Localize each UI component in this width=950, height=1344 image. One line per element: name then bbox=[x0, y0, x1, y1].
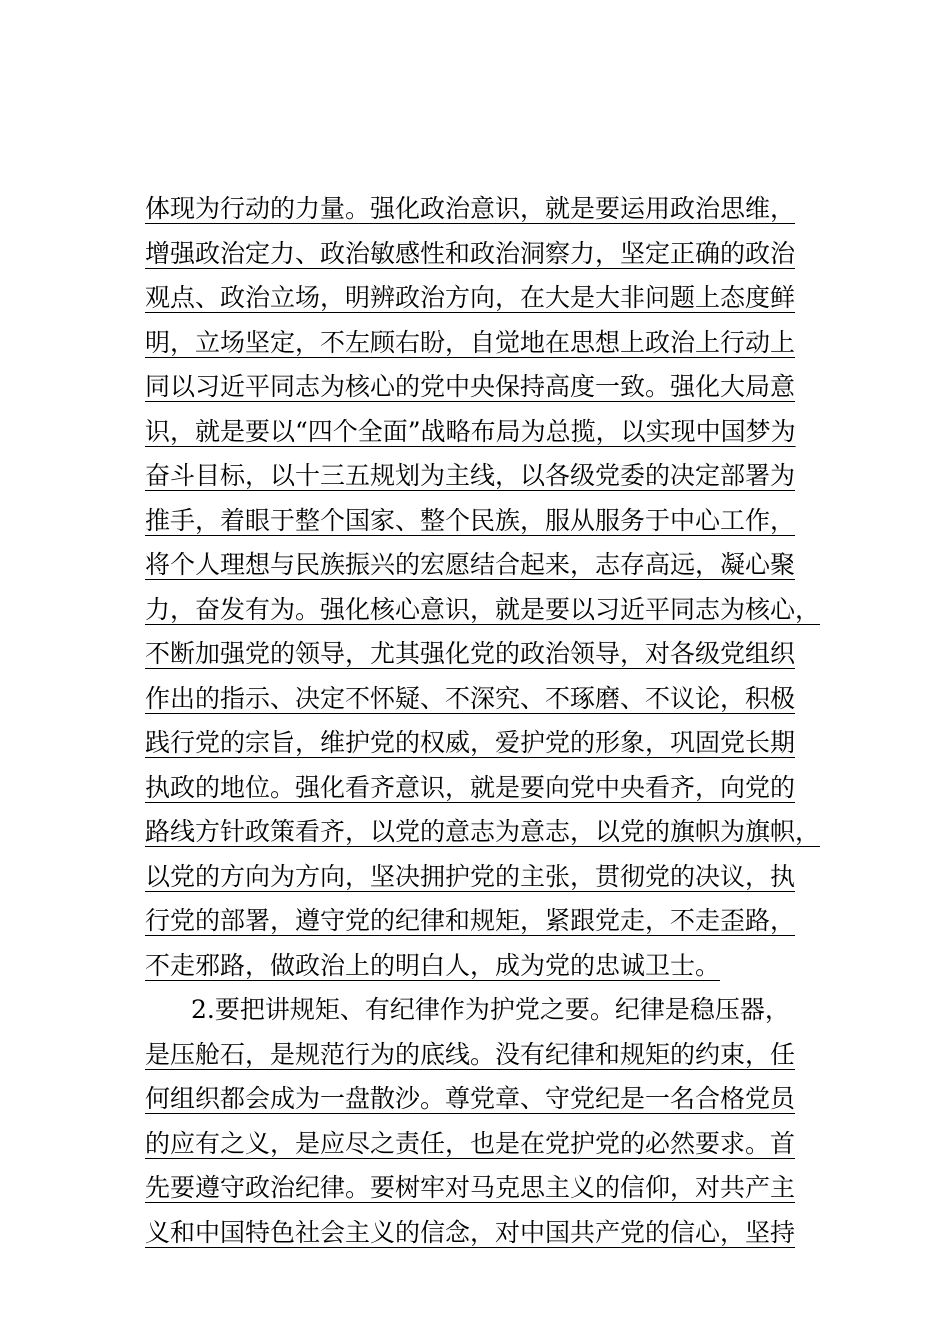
text-line-content: 何组织都会成为一盘散沙。尊党章、守党纪是一名合格党员 bbox=[145, 1084, 796, 1113]
text-line-content: 义和中国特色社会主义的信念，对中国共产党的信心，坚持 bbox=[145, 1217, 796, 1247]
text-line-content: 作出的指示、决定不怀疑、不深究、不琢磨、不议论，积极 bbox=[145, 683, 796, 713]
text-line bbox=[145, 232, 845, 277]
text-line-content: 奋斗目标，以十三五规划为主线，以各级党委的决定部署为 bbox=[145, 461, 796, 490]
text-line bbox=[145, 1122, 845, 1167]
text-line bbox=[145, 410, 845, 455]
text-line bbox=[145, 721, 845, 766]
body-text bbox=[145, 187, 845, 1255]
text-line bbox=[145, 766, 845, 811]
text-line bbox=[145, 810, 845, 855]
text-line-content: 是压舱石，是规范行为的底线。没有纪律和规矩的约束，任 bbox=[145, 1039, 796, 1069]
text-line bbox=[145, 543, 845, 588]
text-line bbox=[145, 899, 845, 944]
text-line-content: 践行党的宗旨，维护党的权威，爱护党的形象，巩固党长期 bbox=[145, 728, 796, 757]
text-line bbox=[145, 1077, 845, 1122]
text-line-content: 将个人理想与民族振兴的宏愿结合起来，志存高远，凝心聚 bbox=[145, 550, 796, 579]
text-line-content: 力，奋发有为。强化核心意识，就是要以习近平同志为核心， bbox=[145, 594, 821, 624]
text-line-content: 2.要把讲规矩、有纪律作为护党之要。纪律是稳压器， bbox=[191, 995, 790, 1024]
text-line-content: 增强政治定力、政治敏感性和政治洞察力，坚定正确的政治 bbox=[145, 238, 796, 268]
text-line-content: 体现为行动的力量。强化政治意识，就是要运用政治思维， bbox=[145, 194, 796, 223]
text-line-content: 识，就是要以“四个全面”战略布局为总揽，以实现中国梦为 bbox=[145, 416, 796, 446]
text-line bbox=[145, 588, 845, 633]
text-line-content: 不走邪路，做政治上的明白人，成为党的忠诚卫士。 bbox=[145, 950, 721, 980]
text-line bbox=[145, 944, 845, 989]
text-line bbox=[145, 454, 845, 499]
text-line-content: 推手，着眼于整个国家、整个民族，服从服务于中心工作， bbox=[145, 505, 796, 535]
text-line-content: 路线方针政策看齐，以党的意志为意志，以党的旗帜为旗帜， bbox=[145, 817, 821, 846]
text-line-content: 执政的地位。强化看齐意识，就是要向党中央看齐，向党的 bbox=[145, 772, 796, 802]
text-line bbox=[145, 365, 845, 410]
text-line bbox=[145, 677, 845, 722]
text-line-content: 以党的方向为方向，坚决拥护党的主张，贯彻党的决议，执 bbox=[145, 861, 796, 891]
text-line-content: 的应有之义，是应尽之责任，也是在党护党的必然要求。首 bbox=[145, 1128, 796, 1158]
text-line bbox=[145, 276, 845, 321]
text-line bbox=[145, 499, 845, 544]
text-line bbox=[145, 1166, 845, 1211]
text-line bbox=[145, 855, 845, 900]
text-line bbox=[145, 321, 845, 366]
text-line-content: 同以习近平同志为核心的党中央保持高度一致。强化大局意 bbox=[145, 372, 796, 401]
text-line bbox=[145, 1033, 845, 1078]
text-line-content: 明，立场坚定，不左顾右盼，自觉地在思想上政治上行动上 bbox=[145, 327, 796, 357]
text-line-content: 观点、政治立场，明辨政治方向，在大是大非问题上态度鲜 bbox=[145, 283, 796, 312]
text-line-content: 行党的部署，遵守党的纪律和规矩，紧跟党走，不走歪路， bbox=[145, 906, 796, 935]
text-line bbox=[145, 988, 845, 1033]
text-line bbox=[145, 632, 845, 677]
text-line bbox=[145, 1211, 845, 1256]
text-line-content: 先要遵守政治纪律。要树牢对马克思主义的信仰，对共产主 bbox=[145, 1173, 796, 1202]
text-line bbox=[145, 187, 845, 232]
text-line-content: 不断加强党的领导，尤其强化党的政治领导，对各级党组织 bbox=[145, 639, 796, 668]
